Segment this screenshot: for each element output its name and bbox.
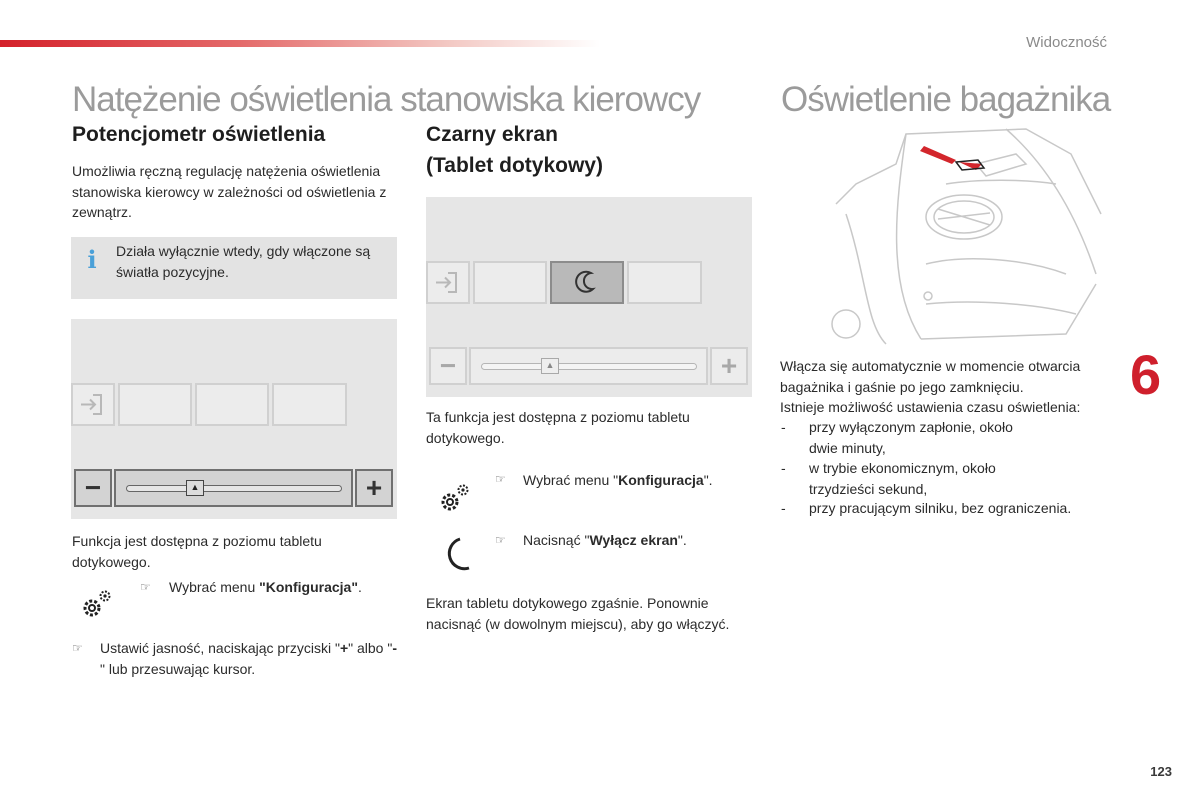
brightness-minus-button: − — [74, 469, 112, 507]
col1-availability: Funkcja jest dostępna z poziomu tabletu dotykowego. — [72, 533, 322, 570]
exit-icon — [428, 263, 468, 302]
col2-outro: Ekran tabletu dotykowego zgaśnie. Ponownie nacisnąć (w dowolnym miejscu), aby go włączyć. — [426, 595, 730, 632]
col3-intro: Włącza się automatycznie w momencie otwarcia bagażnika i gaśnie po jego zamknięciu. — [780, 358, 1081, 395]
settings-gears-icon — [80, 588, 112, 620]
menu-tile — [118, 383, 192, 426]
exit-icon — [73, 385, 113, 424]
chapter-number: 6 — [1130, 343, 1162, 406]
slider-track — [481, 363, 697, 370]
black-screen-illustration — [426, 197, 752, 397]
hand-pointer-icon: ☞ — [495, 472, 506, 486]
col1-step1: Wybrać menu "Konfiguracja". — [169, 579, 362, 595]
col3-lead: Istnieje możliwość ustawienia czasu oświetlenia: — [780, 399, 1081, 415]
moon-icon — [438, 535, 474, 575]
minus-button: − — [429, 347, 467, 385]
settings-gears-icon — [438, 482, 470, 514]
info-note-box — [71, 237, 397, 299]
info-icon: i — [87, 245, 97, 274]
col2-step1: Wybrać menu "Konfiguracja". — [523, 472, 713, 488]
slider-thumb: ▲ — [541, 358, 559, 374]
col2-step2: Nacisnąć "Wyłącz ekran". — [523, 532, 687, 548]
col2-availability: Ta funkcja jest dostępna z poziomu tabletu dotykowego. — [426, 409, 690, 446]
list-item: - w trybie ekonomicznym, około trzydzieści sekund, — [781, 460, 996, 497]
header-accent-bar — [0, 40, 600, 47]
slider-thumb: ▲ — [186, 480, 204, 496]
col1-intro: Umożliwia ręczną regulację natężenia oświetlenia stanowiska kierowcy w zależności od oświetlenia z zewnątrz. — [72, 163, 387, 220]
menu-tile — [627, 261, 702, 304]
brightness-screen-illustration — [71, 319, 397, 519]
info-note-text: Działa wyłącznie wtedy, gdy włączone są światła pozycyjne. — [116, 243, 371, 280]
exit-tile — [71, 383, 115, 426]
menu-tile — [473, 261, 547, 304]
plus-button: + — [710, 347, 748, 385]
hand-pointer-icon: ☞ — [72, 641, 83, 655]
list-item: - przy wyłączonym zapłonie, około dwie minuty, — [781, 419, 1013, 456]
brightness-plus-button: + — [355, 469, 393, 507]
exit-tile — [426, 261, 470, 304]
menu-tile — [272, 383, 347, 426]
trunk-illustration — [826, 124, 1106, 346]
brightness-slider — [114, 469, 353, 507]
menu-tile — [195, 383, 269, 426]
page-title-right: Oświetlenie bagażnika — [781, 80, 1111, 119]
section-label: Widoczność — [1026, 34, 1107, 51]
heading-black-screen: Czarny ekran (Tablet dotykowy) — [426, 123, 603, 177]
hand-pointer-icon: ☞ — [495, 533, 506, 547]
slider-track — [126, 485, 342, 492]
col1-step2: Ustawić jasność, naciskając przyciski "+" albo "-" lub przesuwając kursor. — [100, 640, 397, 677]
page-title-left: Natężenie oświetlenia stanowiska kierowcy — [72, 80, 701, 119]
list-item: - przy pracującym silniku, bez ograniczenia. — [781, 500, 1072, 516]
screen-off-tile — [550, 261, 624, 304]
hand-pointer-icon: ☞ — [140, 580, 151, 594]
heading-potentiometer: Potencjometr oświetlenia — [72, 123, 326, 146]
page-number: 123 — [1150, 764, 1172, 779]
moon-icon — [552, 263, 622, 302]
slider — [469, 347, 708, 385]
